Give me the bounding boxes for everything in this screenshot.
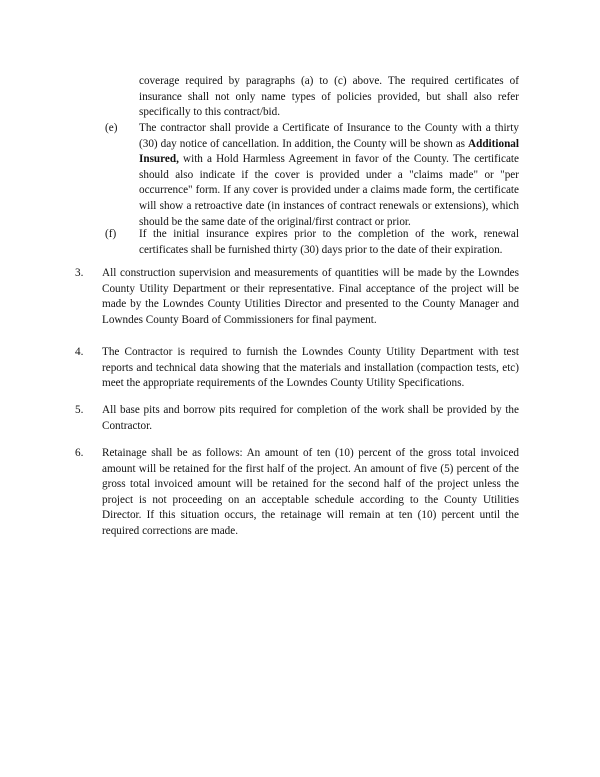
- item-number: 3.: [75, 267, 84, 279]
- item-text: Retainage shall be as follows: An amount of ten (10) percent of the gross total invoiced amount will be retained for the first half of the project. An amount of five (5) percent of the gross total invoiced amount will be retained for the second half of the project unless the project is not proceeding on an acceptable schedule according to the County Utilities Director. If this situation occurs, the retainage will remain at ten (10) percent until the required corrections are made.: [102, 447, 519, 537]
- item-number: 4.: [75, 346, 84, 358]
- item-number: 5.: [75, 404, 84, 416]
- additional-insured-bold: Additional Insured,: [139, 137, 519, 166]
- subparagraph-text: If the initial insurance expires prior to the completion of the work, renewal certificates shall be furnished thirty (30) days prior to the date of their expiration.: [139, 228, 519, 256]
- item-text: All construction supervision and measurements of quantities will be made by the Lowndes County Utility Department or their representative. Final acceptance of the project will be made by the Lowndes County Utilities Director and presented to the County Manager and Lowndes County Board of Commissioners for final payment.: [102, 267, 519, 326]
- subparagraph-text-start: The contractor shall provide a Certificate of Insurance to the County with a thirty (30) day notice of cancellation. In addition, the County will be shown as: [139, 122, 519, 150]
- item-text: The Contractor is required to furnish the Lowndes County Utility Department with test reports and technical data showing that the materials and installation (compaction tests, etc) meet the appropriate requirements of the Lowndes County Utility Specifications.: [102, 346, 519, 390]
- continuation-paragraph: coverage required by paragraphs (a) to (c) above. The required certificates of insurance shall not only name types of policies provided, but shall also refer specifically to this contract/bid.: [139, 75, 519, 119]
- subparagraph-label: (f): [105, 228, 117, 240]
- item-text: All base pits and borrow pits required for completion of the work shall be provided by the Contractor.: [102, 404, 519, 432]
- item-number: 6.: [75, 447, 84, 459]
- subparagraph-label: (e): [105, 122, 118, 134]
- subparagraph-text: [139, 121, 519, 230]
- subparagraph-text-end: with a Hold Harmless Agreement in favor of the County. The certificate should also indicate if the cover is provided under a "claims made" or "per occurrence" form. If any cover is provided under a claims made form, the certificate will show a retroactive date (in instances of contract renewals or extensions), which should be the same date of the original/first contract or prior.: [139, 153, 519, 228]
